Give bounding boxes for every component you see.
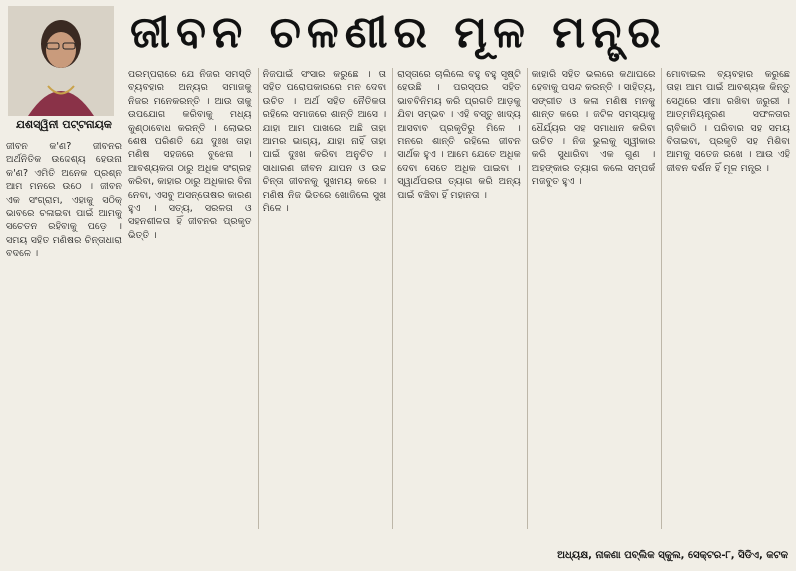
article-column-1: ପରମ୍ପରାରେ ଯେ ନିଜର ସମସ୍ତି ବ୍ୟବହାର ଅନ୍ୟର ସମାଜକୁ ନିଜର ମନେକରନ୍ତି । ଆଉ ତାକୁ ଉପଯୋଗ କରିବାକୁ ମଧ୍ୟ କୁଣ୍ଠାବୋଧ କରନ୍ତି । ଲୋଭର ଶେଷ ପରିଣତି ଯେ ଦୁଃଖ ତାହା ମଣିଷ ସହଜରେ ବୁଝେନା । ଆବଶ୍ୟକତା ଠାରୁ ଅଧିକ ସଂଗ୍ରହ କରିବା, କାହାର ଠାରୁ ଅଧିକାର ବିନା ନେବା, ଏସବୁ ଅସନ୍ତୋଷର କାରଣ ହୁଏ । ସତ୍ୟ, ସରଳତା ଓ ସହନଶୀଳତା ହିଁ ଜୀବନର ପ୍ରକୃତ ଭିତ୍ତି । [128, 69, 252, 241]
author-photo [8, 6, 114, 116]
intro-text: ଜୀବନ କ'ଣ? ଜୀବନର ଅର୍ଥନିତିକ ଉଦ୍ଦେଶ୍ୟ ହେଉନା କ'ଣ? ଏମିତି ଅନେକ ପ୍ରଶ୍ନ ଆମ ମନରେ ଉଠେ । ଜୀବନ ଏକ ସଂଗ୍ରାମ, ଏହାକୁ ସଠିକ୍ ଭାବରେ ଚଳାଇବା ପାଇଁ ଆମକୁ ସଚେତନ ରହିବାକୁ ପଡ଼େ । ସମୟ ସହିତ ମଣିଷର ଚିନ୍ତାଧାରା ବଦଳେ । [6, 141, 122, 260]
author-footer: ଅଧ୍ୟକ୍ଷ, ନାକଣା ପବ୍ଲିକ ସ୍କୁଲ, ସେକ୍ଟର-୮, ସିଡିଏ, କଟକ [557, 550, 788, 561]
article-column-4: କାହାରି ସହିତ ଭଲରେ କଥାଘରେ ହେବାକୁ ପସନ୍ଦ କରନ୍ତି । ସାହିତ୍ୟ, ସଙ୍ଗୀତ ଓ କଳା ମଣିଷ ମନକୁ ଶାନ୍ତ କରେ । ଜଟିଳ ସମସ୍ୟାକୁ ଧୈର୍ଯ୍ୟର ସହ ସମାଧାନ କରିବା ଉଚିତ । ନିଜ ଭୁଲକୁ ସ୍ୱୀକାର କରି ସୁଧାରିବା ଏକ ଗୁଣ । ଅହଙ୍କାର ତ୍ୟାଗ କଲେ ସମ୍ପର୍କ ମଜବୁତ ହୁଏ । [527, 68, 656, 529]
article-column-2: ନିଜପାଇଁ ସଂସାର କରୁଛେ । ତା ସହିତ ପରୋପକାରରେ ମନ ଦେବା ଉଚିତ । ଅର୍ଥ ସହିତ ନୈତିକତା ରହିଲେ ସମାଜରେ ଶାନ୍ତି ଆସେ । ଯାହା ଆମ ପାଖରେ ଅଛି ତାହା ଆମର ଭାଗ୍ୟ, ଯାହା ନାହିଁ ତାହା ପାଇଁ ଦୁଃଖ କରିବା ଅନୁଚିତ । ସାଧାରଣ ଜୀବନ ଯାପନ ଓ ଉଚ୍ଚ ଚିନ୍ତା ଜୀବନକୁ ସୁଖମୟ କରେ । ମଣିଷ ନିଜ ଭିତରେ ଖୋଜିଲେ ସୁଖ ମିଳେ । [258, 68, 387, 529]
article-columns [128, 68, 790, 529]
headline: ଜୀବନ ଚଳଣୀର ମୂଳ ମନ୍ତ୍ର [130, 7, 667, 58]
author-name: ଯଶସ୍ୱିନୀ ପଟ୍ଟନାୟକ [16, 118, 112, 131]
article-column-3: ରାସ୍ତାରେ ଚାଲିଲେ ବହୁ ବହୁ ସୃଷ୍ଟି ହେଉଛି । ପରସ୍ପର ସହିତ ଭାବବିନିମୟ କରି ପ୍ରଗତି ଆଡ଼କୁ ଯିବା ସମ୍ଭବ । ଏହି ବସ୍ତୁ ଖାଦ୍ୟ ଆସବାବ ପ୍ରକୃତିରୁ ମିଳେ । ମନରେ ଶାନ୍ତି ରହିଲେ ଜୀବନ ସାର୍ଥକ ହୁଏ । ଆମେ ଯେତେ ଅଧିକ ଦେବା ସେତେ ଅଧିକ ପାଇବା । ସ୍ୱାର୍ଥପରତା ତ୍ୟାଗ କରି ଅନ୍ୟ ପାଇଁ ବଞ୍ଚିବା ହିଁ ମହାନତା । [392, 68, 521, 529]
article-column-5: ମୋବାଇଲ ବ୍ୟବହାର କରୁଛେ ତାହା ଆମ ପାଇଁ ଆବଶ୍ୟକ କିନ୍ତୁ ସେଥିରେ ସୀମା ରଖିବା ଜରୁରୀ । ଆତ୍ମନିୟନ୍ତ୍ରଣ ସଫଳତାର ଚାବିକାଠି । ପରିବାର ସହ ସମୟ ବିତାଇବା, ପ୍ରକୃତି ସହ ମିଶିବା ଆମକୁ ସତେଜ ରଖେ । ଆଉ ଏହି ଜୀବନ ଦର୍ଶନ ହିଁ ମୂଳ ମନ୍ତ୍ର । [661, 68, 790, 529]
